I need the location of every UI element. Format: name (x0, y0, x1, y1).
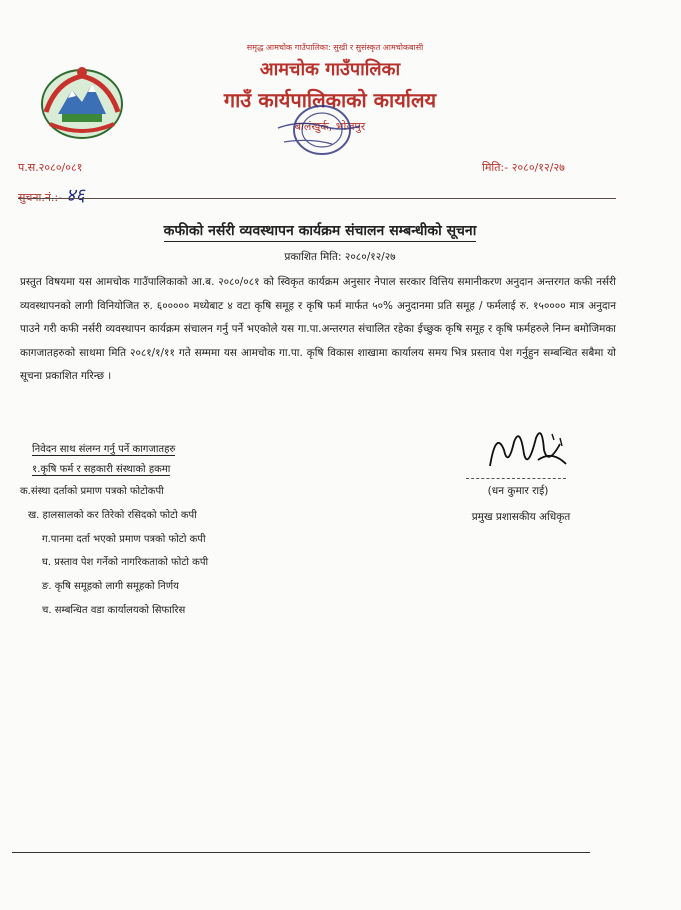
list-item: ख. हालसालको कर तिरेको रसिदको फोटो कपी (28, 509, 197, 521)
required-documents (20, 440, 380, 623)
nepal-emblem-icon (36, 62, 128, 142)
documents-subheading: १.कृषि फर्म र सहकारी संस्थाको हकमा (32, 464, 171, 475)
notice-number-value: ४६ (66, 185, 85, 206)
signer-title: प्रमुख प्रशासकीय अधिकृत (471, 511, 571, 523)
notice-number-label: सुचना.नं.:- (18, 191, 63, 204)
office-motto: समृद्ध आमचोक गाउँपालिका: सुखी र सुसंस्कृत आमचोकबासी (246, 43, 424, 52)
official-stamp-icon (270, 100, 365, 160)
signature-line (466, 478, 566, 479)
office-place: बालंखुर्क, भोजपुर (294, 120, 366, 133)
header-divider (18, 198, 616, 199)
footer-divider (12, 852, 590, 853)
published-date: प्रकाशित मिति: २०८०/१२/२७ (284, 251, 396, 263)
notice-title-text: कफीको नर्सरी व्यवस्थापन कार्यक्रम संचालन सम्बन्धीको सूचना (164, 223, 477, 242)
notice-body: प्रस्तुत विषयमा यस आमचोक गाउँपालिकाको आ.ब. २०८०/०८१ को स्विकृत कार्यक्रम अनुसार नेपाल सरकार वित्तिय समानीकरण अनुदान अन्तरगत कफी नर्सरी व्यवस्थापनको लागी विनियोजित रु. ६००००० मध्येबाट ४ वटा कृषि समूह र कृषि फर्म मार्फत ५०% अनुदानमा प्रति समूह / फर्मलाई रु. १५०००० मात्र अनुदान पाउने गरी कफी नर्सरी व्यवस्थापन कार्यक्रम संचालन गर्नु पर्ने भएकोले यस गा.पा.अन्तरगत संचालित रहेका ईच्छुक कृषि समूह र कृषि फर्महरुले निम्न बमोजिमका कागजातहरुको साथमा मिति २०८१/१/११ गते सम्ममा यस आमचोक गा.पा. कृषि विकास शाखामा कार्यालय समय भित्र प्रस्ताव पेश गर्नुहुन सम्बन्धित सबैमा यो सूचना प्रकाशित गरिन्छ । (20, 276, 616, 383)
list-item: ङ. कृषि समूहको लागी समूहको निर्णय (42, 581, 179, 593)
office-type: गाउँ कार्यपालिकाको कार्यालय (223, 88, 437, 112)
notice-title (100, 221, 540, 240)
signer-name: (धन कुमार राई) (487, 485, 549, 497)
office-name: आमचोक गाउँपालिका (259, 59, 401, 80)
signature-icon (468, 420, 578, 482)
list-item: घ. प्रस्ताव पेश गर्नेको नागरिकताको फोटो कपी (42, 557, 209, 569)
list-item: ग.पानमा दर्ता भएको प्रमाण पत्रको फोटो कपी (42, 533, 206, 545)
documents-heading: निवेदन साथ संलग्न गर्नु पर्ने कागजातहरु (32, 444, 176, 455)
list-item: क.संस्था दर्ताको प्रमाण पत्रको फोटोकपी (20, 486, 164, 497)
list-item: च. सम्बन्धित वडा कार्यालयको सिफारिस (42, 604, 186, 616)
notice-date: मिति:- २०८०/१२/२७ (482, 161, 565, 174)
reference-number: प.स.२०८०/०८१ (18, 161, 83, 174)
notice-number (18, 183, 85, 207)
